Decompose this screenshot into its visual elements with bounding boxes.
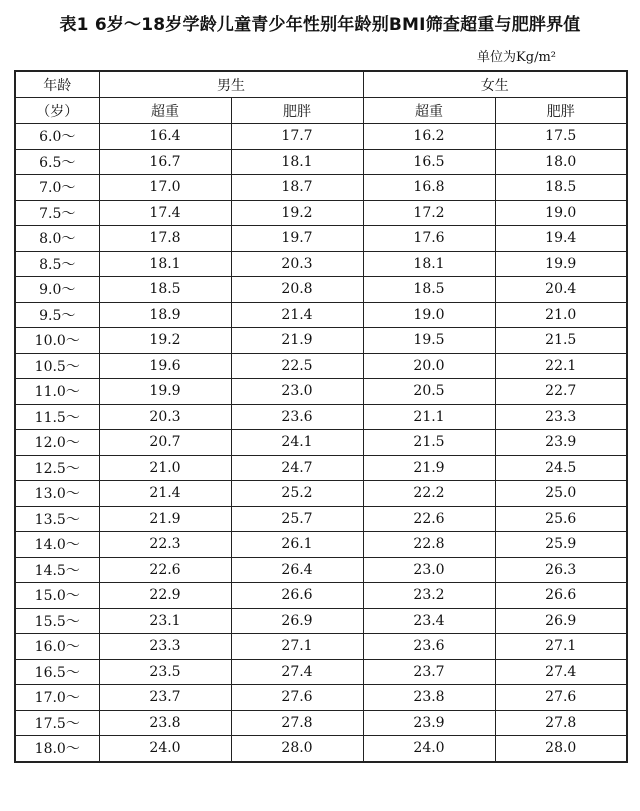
male-overweight-cell: 23.8 <box>99 710 231 736</box>
male-overweight-cell: 20.3 <box>99 404 231 430</box>
female-obese-cell: 17.5 <box>495 124 627 150</box>
female-overweight-cell: 19.0 <box>363 302 495 328</box>
table-row <box>15 506 627 532</box>
table-row <box>15 328 627 354</box>
male-overweight-cell: 22.3 <box>99 532 231 558</box>
male-obese-header: 肥胖 <box>231 98 363 124</box>
male-overweight-cell: 17.8 <box>99 226 231 252</box>
age-cell: 14.0～ <box>15 532 99 558</box>
female-obese-cell: 22.7 <box>495 379 627 405</box>
table-row <box>15 608 627 634</box>
female-obese-cell: 20.4 <box>495 277 627 303</box>
male-overweight-cell: 23.3 <box>99 634 231 660</box>
male-obese-cell: 27.1 <box>231 634 363 660</box>
male-obese-cell: 18.1 <box>231 149 363 175</box>
male-obese-cell: 26.6 <box>231 583 363 609</box>
male-obese-cell: 23.0 <box>231 379 363 405</box>
age-cell: 8.5～ <box>15 251 99 277</box>
age-cell: 15.5～ <box>15 608 99 634</box>
age-header-line2: （岁） <box>15 98 99 124</box>
male-obese-cell: 24.1 <box>231 430 363 456</box>
female-overweight-cell: 21.5 <box>363 430 495 456</box>
male-overweight-cell: 17.0 <box>99 175 231 201</box>
table-body <box>15 124 627 762</box>
male-obese-cell: 26.4 <box>231 557 363 583</box>
male-header: 男生 <box>99 71 363 98</box>
male-obese-cell: 24.7 <box>231 455 363 481</box>
age-cell: 13.0～ <box>15 481 99 507</box>
age-cell: 14.5～ <box>15 557 99 583</box>
table-row <box>15 736 627 762</box>
male-overweight-cell: 16.7 <box>99 149 231 175</box>
bmi-cutoff-table <box>14 70 628 763</box>
male-obese-cell: 27.8 <box>231 710 363 736</box>
male-obese-cell: 25.2 <box>231 481 363 507</box>
female-obese-cell: 18.5 <box>495 175 627 201</box>
female-obese-cell: 28.0 <box>495 736 627 762</box>
age-cell: 11.0～ <box>15 379 99 405</box>
table-row <box>15 532 627 558</box>
age-cell: 11.5～ <box>15 404 99 430</box>
female-obese-cell: 27.6 <box>495 685 627 711</box>
female-overweight-cell: 21.9 <box>363 455 495 481</box>
table-row <box>15 277 627 303</box>
male-overweight-cell: 21.9 <box>99 506 231 532</box>
female-overweight-cell: 23.0 <box>363 557 495 583</box>
age-cell: 17.0～ <box>15 685 99 711</box>
female-obese-cell: 21.5 <box>495 328 627 354</box>
female-overweight-cell: 23.7 <box>363 659 495 685</box>
table-row <box>15 404 627 430</box>
male-overweight-cell: 21.0 <box>99 455 231 481</box>
male-overweight-cell: 19.2 <box>99 328 231 354</box>
female-overweight-cell: 22.6 <box>363 506 495 532</box>
age-cell: 9.0～ <box>15 277 99 303</box>
table-row <box>15 583 627 609</box>
male-overweight-cell: 20.7 <box>99 430 231 456</box>
male-obese-cell: 20.3 <box>231 251 363 277</box>
table-title: 表1 6岁～18岁学龄儿童青少年性别年龄别BMI筛查超重与肥胖界值 <box>59 15 581 35</box>
age-cell: 8.0～ <box>15 226 99 252</box>
male-overweight-cell: 23.7 <box>99 685 231 711</box>
female-obese-cell: 18.0 <box>495 149 627 175</box>
female-overweight-cell: 21.1 <box>363 404 495 430</box>
table-row <box>15 175 627 201</box>
female-overweight-cell: 23.8 <box>363 685 495 711</box>
age-cell: 7.5～ <box>15 200 99 226</box>
female-obese-cell: 26.6 <box>495 583 627 609</box>
female-overweight-cell: 23.4 <box>363 608 495 634</box>
female-overweight-cell: 22.8 <box>363 532 495 558</box>
female-overweight-cell: 22.2 <box>363 481 495 507</box>
male-overweight-cell: 17.4 <box>99 200 231 226</box>
table-row <box>15 634 627 660</box>
table-row <box>15 149 627 175</box>
age-header-line1: 年龄 <box>15 71 99 98</box>
female-obese-cell: 25.9 <box>495 532 627 558</box>
male-obese-cell: 21.4 <box>231 302 363 328</box>
female-obese-cell: 19.9 <box>495 251 627 277</box>
male-overweight-cell: 18.9 <box>99 302 231 328</box>
female-overweight-cell: 16.5 <box>363 149 495 175</box>
female-obese-cell: 23.9 <box>495 430 627 456</box>
age-cell: 16.5～ <box>15 659 99 685</box>
male-overweight-cell: 16.4 <box>99 124 231 150</box>
age-cell: 9.5～ <box>15 302 99 328</box>
male-obese-cell: 19.2 <box>231 200 363 226</box>
female-obese-cell: 19.0 <box>495 200 627 226</box>
female-obese-cell: 22.1 <box>495 353 627 379</box>
age-cell: 15.0～ <box>15 583 99 609</box>
male-overweight-cell: 22.6 <box>99 557 231 583</box>
female-overweight-cell: 18.5 <box>363 277 495 303</box>
male-obese-cell: 23.6 <box>231 404 363 430</box>
male-obese-cell: 25.7 <box>231 506 363 532</box>
table-row <box>15 685 627 711</box>
male-overweight-cell: 19.6 <box>99 353 231 379</box>
male-obese-cell: 22.5 <box>231 353 363 379</box>
unit-label: 单位为Kg/m² <box>477 50 556 65</box>
table-row <box>15 430 627 456</box>
female-header: 女生 <box>363 71 627 98</box>
table-header <box>15 71 627 124</box>
age-cell: 18.0～ <box>15 736 99 762</box>
male-obese-cell: 19.7 <box>231 226 363 252</box>
female-obese-cell: 26.3 <box>495 557 627 583</box>
male-obese-cell: 21.9 <box>231 328 363 354</box>
male-overweight-cell: 22.9 <box>99 583 231 609</box>
female-overweight-cell: 16.2 <box>363 124 495 150</box>
female-overweight-cell: 23.9 <box>363 710 495 736</box>
female-obese-cell: 25.6 <box>495 506 627 532</box>
female-overweight-cell: 18.1 <box>363 251 495 277</box>
age-cell: 7.0～ <box>15 175 99 201</box>
table-row <box>15 302 627 328</box>
male-overweight-cell: 18.1 <box>99 251 231 277</box>
male-obese-cell: 17.7 <box>231 124 363 150</box>
table-row <box>15 200 627 226</box>
male-overweight-cell: 18.5 <box>99 277 231 303</box>
age-cell: 12.5～ <box>15 455 99 481</box>
female-obese-cell: 27.8 <box>495 710 627 736</box>
male-obese-cell: 26.9 <box>231 608 363 634</box>
female-overweight-cell: 23.6 <box>363 634 495 660</box>
female-overweight-cell: 20.0 <box>363 353 495 379</box>
male-obese-cell: 28.0 <box>231 736 363 762</box>
female-obese-cell: 27.4 <box>495 659 627 685</box>
female-overweight-header: 超重 <box>363 98 495 124</box>
age-cell: 12.0～ <box>15 430 99 456</box>
female-obese-cell: 19.4 <box>495 226 627 252</box>
male-overweight-cell: 21.4 <box>99 481 231 507</box>
female-obese-cell: 26.9 <box>495 608 627 634</box>
male-obese-cell: 26.1 <box>231 532 363 558</box>
male-obese-cell: 27.4 <box>231 659 363 685</box>
table-row <box>15 226 627 252</box>
female-obese-header: 肥胖 <box>495 98 627 124</box>
table-row <box>15 353 627 379</box>
male-obese-cell: 20.8 <box>231 277 363 303</box>
female-overweight-cell: 19.5 <box>363 328 495 354</box>
age-cell: 6.0～ <box>15 124 99 150</box>
age-cell: 6.5～ <box>15 149 99 175</box>
male-obese-cell: 27.6 <box>231 685 363 711</box>
male-obese-cell: 18.7 <box>231 175 363 201</box>
table-row <box>15 251 627 277</box>
female-overweight-cell: 20.5 <box>363 379 495 405</box>
age-cell: 13.5～ <box>15 506 99 532</box>
table-row <box>15 379 627 405</box>
female-overweight-cell: 24.0 <box>363 736 495 762</box>
age-cell: 17.5～ <box>15 710 99 736</box>
female-overweight-cell: 23.2 <box>363 583 495 609</box>
female-obese-cell: 23.3 <box>495 404 627 430</box>
table-row <box>15 557 627 583</box>
table-row <box>15 455 627 481</box>
table-row <box>15 124 627 150</box>
female-obese-cell: 24.5 <box>495 455 627 481</box>
age-cell: 16.0～ <box>15 634 99 660</box>
female-obese-cell: 21.0 <box>495 302 627 328</box>
male-overweight-cell: 24.0 <box>99 736 231 762</box>
male-overweight-cell: 23.5 <box>99 659 231 685</box>
table-row <box>15 481 627 507</box>
female-overweight-cell: 17.6 <box>363 226 495 252</box>
male-overweight-cell: 23.1 <box>99 608 231 634</box>
age-cell: 10.0～ <box>15 328 99 354</box>
age-cell: 10.5～ <box>15 353 99 379</box>
male-overweight-header: 超重 <box>99 98 231 124</box>
female-overweight-cell: 16.8 <box>363 175 495 201</box>
female-overweight-cell: 17.2 <box>363 200 495 226</box>
female-obese-cell: 27.1 <box>495 634 627 660</box>
female-obese-cell: 25.0 <box>495 481 627 507</box>
male-overweight-cell: 19.9 <box>99 379 231 405</box>
table-row <box>15 710 627 736</box>
table-row <box>15 659 627 685</box>
